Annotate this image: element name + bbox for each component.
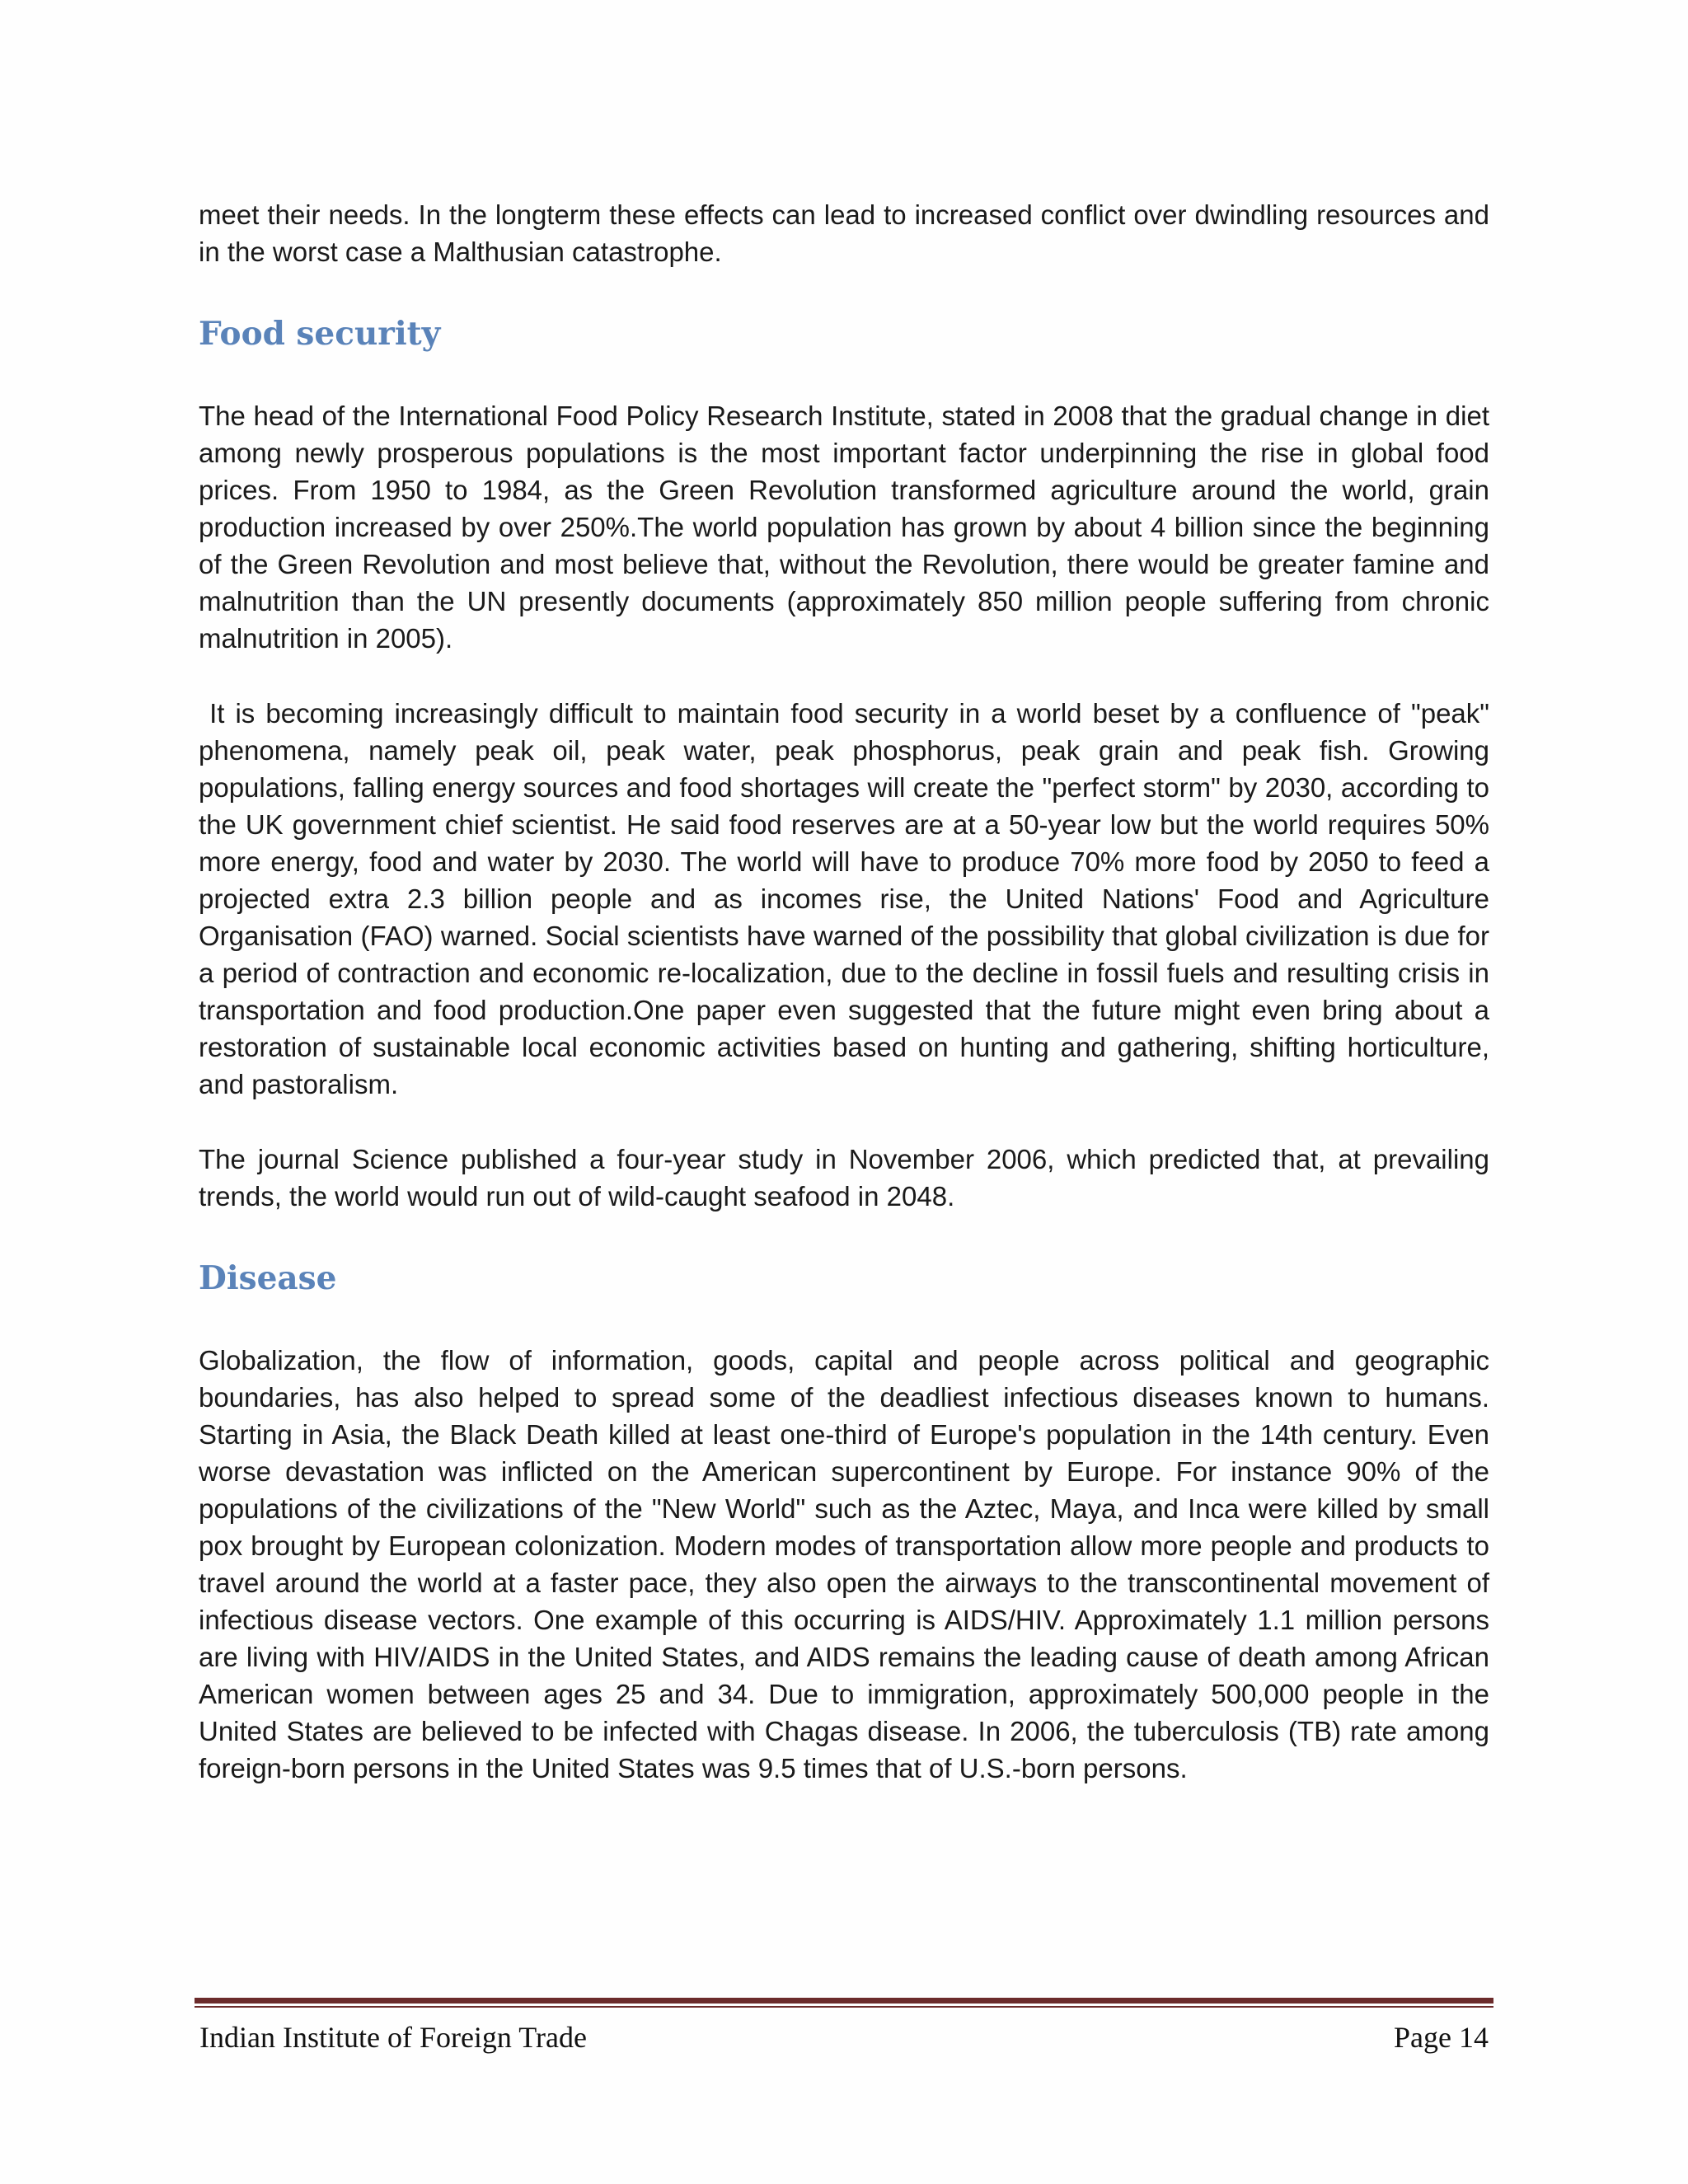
food-security-paragraph-2: It is becoming increasingly difficult to maintain food security in a world beset by a confluence of "peak" phenomena, namely peak oil, peak water, peak phosphorus, peak grain and peak fish. Growing populations, falling energy sources and food shortages will create the "perfect storm" by 2030, according to the UK government chief scientist. He said food reserves are at a 50-year low but the world requires 50% more energy, food and water by 2030. The world will have to produce 70% more food by 2050 to feed a projected extra 2.3 billion people and as incomes rise, the United Nations' Food and Agriculture Organisation (FAO) warned. Social scientists have warned of the possibility that global civilization is due for a period of contraction and economic re-localization, due to the decline in fossil fuels and resulting crisis in transportation and food production.One paper even suggested that the future might even bring about a restoration of sustainable local economic activities based on hunting and gathering, shifting horticulture, and pastoralism. — [199, 698, 1489, 1099]
footer-rule-thick — [195, 1998, 1493, 2004]
food-security-paragraph-3: The journal Science published a four-year study in November 2006, which predicted that, at prevailing trends, the world would run out of wild-caught seafood in 2048. — [199, 1144, 1489, 1212]
disease-heading: Disease — [199, 1259, 337, 1297]
footer-page-number: Page 14 — [1394, 2021, 1489, 2054]
page-footer — [195, 1998, 1493, 2054]
disease-paragraph-1: Globalization, the flow of information, goods, capital and people across political and geographic boundaries, has also helped to spread some of the deadliest infectious diseases known to humans. Starting in Asia, the Black Death killed at least one-third of Europe's population in the 14th century. Even worse devastation was inflicted on the American supercontinent by Europe. For instance 90% of the populations of the civilizations of the "New World" such as the Aztec, Maya, and Inca were killed by small pox brought by European colonization. Modern modes of transportation allow more people and products to travel around the world at a faster pace, they also open the airways to the transcontinental movement of infectious disease vectors. One example of this occurring is AIDS/HIV. Approximately 1.1 million persons are living with HIV/AIDS in the United States, and AIDS remains the leading cause of death among African American women between ages 25 and 34. Due to immigration, approximately 500,000 people in the United States are believed to be infected with Chagas disease. In 2006, the tuberculosis (TB) rate among foreign-born persons in the United States was 9.5 times that of U.S.-born persons. — [199, 1345, 1489, 1783]
food-security-paragraph-1: The head of the International Food Policy Research Institute, stated in 2008 that the gradual change in diet among newly prosperous populations is the most important factor underpinning the rise in global food prices. From 1950 to 1984, as the Green Revolution transformed agriculture around the world, grain production increased by over 250%.The world population has grown by about 4 billion since the beginning of the Green Revolution and most believe that, without the Revolution, there would be greater famine and malnutrition than the UN presently documents (approximately 850 million people suffering from chronic malnutrition in 2005). — [199, 401, 1489, 654]
food-security-heading: Food security — [199, 315, 441, 353]
footer-institution: Indian Institute of Foreign Trade — [199, 2021, 587, 2054]
footer-rule-thin — [195, 2006, 1493, 2008]
intro-paragraph: meet their needs. In the longterm these effects can lead to increased conflict over dwindling resources and in the worst case a Malthusian catastrophe. — [199, 199, 1489, 267]
page-content — [199, 196, 1489, 1825]
footer-row — [195, 2021, 1493, 2054]
